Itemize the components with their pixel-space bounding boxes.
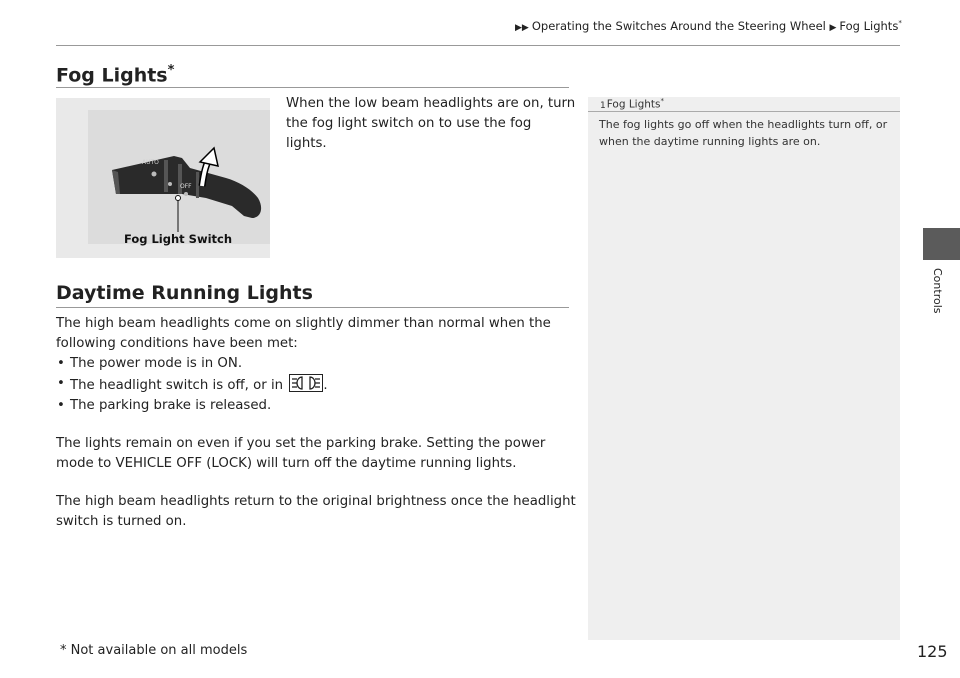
note-marker-icon: 1 [600, 100, 606, 111]
fog-lights-heading [56, 63, 174, 86]
note-title-mark: * [660, 97, 665, 105]
heading-rule [56, 87, 569, 88]
top-rule [56, 45, 900, 46]
fog-lights-heading-text: Fog Lights [56, 64, 168, 87]
heading-rule [56, 307, 569, 308]
note-title [600, 97, 664, 111]
note-title-text: Fog Lights [606, 98, 661, 111]
chapter-tab [923, 228, 960, 260]
breadcrumb-arrow-icon: ▶ [829, 23, 837, 33]
parking-light-icon [289, 374, 323, 392]
list-item [56, 354, 576, 374]
drl-intro: The high beam headlights come on slightly dimmer than normal when the following conditions have been met: [56, 316, 551, 351]
list-item [56, 396, 576, 416]
breadcrumb-arrow-icon: ▶▶ [515, 23, 529, 33]
breadcrumb [515, 19, 902, 33]
drl-body [56, 314, 576, 532]
note-box [588, 97, 900, 640]
drl-heading: Daytime Running Lights [56, 282, 313, 304]
list-item: • The headlight switch is off, or in . [56, 374, 576, 396]
drl-paragraph-2: The lights remain on even if you set the parking brake. Setting the power mode to VEHICLE OFF (LOCK) will turn off the daytime running lights. [56, 436, 546, 471]
breadcrumb-section: Operating the Switches Around the Steering Wheel [531, 19, 826, 33]
drl-conditions [56, 354, 576, 416]
chapter-label: Controls [931, 268, 944, 314]
list-item-text: The headlight switch is off, or in [70, 378, 284, 393]
list-item-text: The power mode is in ON. [70, 356, 243, 371]
fog-lights-heading-mark: * [167, 63, 175, 78]
figure-caption: Fog Light Switch [123, 232, 233, 246]
note-body: The fog lights go off when the headlights turn off, or when the daytime running lights are on. [599, 118, 888, 148]
drl-paragraph-3: The high beam headlights return to the original brightness once the headlight switch is turned on. [56, 494, 576, 529]
list-item-text: The parking brake is released. [70, 398, 272, 413]
fog-lights-body: When the low beam headlights are on, turn the fog light switch on to use the fog lights. [286, 96, 576, 151]
fog-light-switch-figure [56, 98, 270, 258]
lever-label-off: OFF [180, 183, 192, 190]
breadcrumb-mark: * [898, 19, 902, 28]
breadcrumb-page: Fog Lights [839, 19, 899, 33]
footnote: * Not available on all models [60, 643, 248, 658]
lever-label-auto: AUTO [142, 159, 159, 166]
page-number: 125 [917, 642, 948, 661]
note-rule [588, 111, 900, 112]
